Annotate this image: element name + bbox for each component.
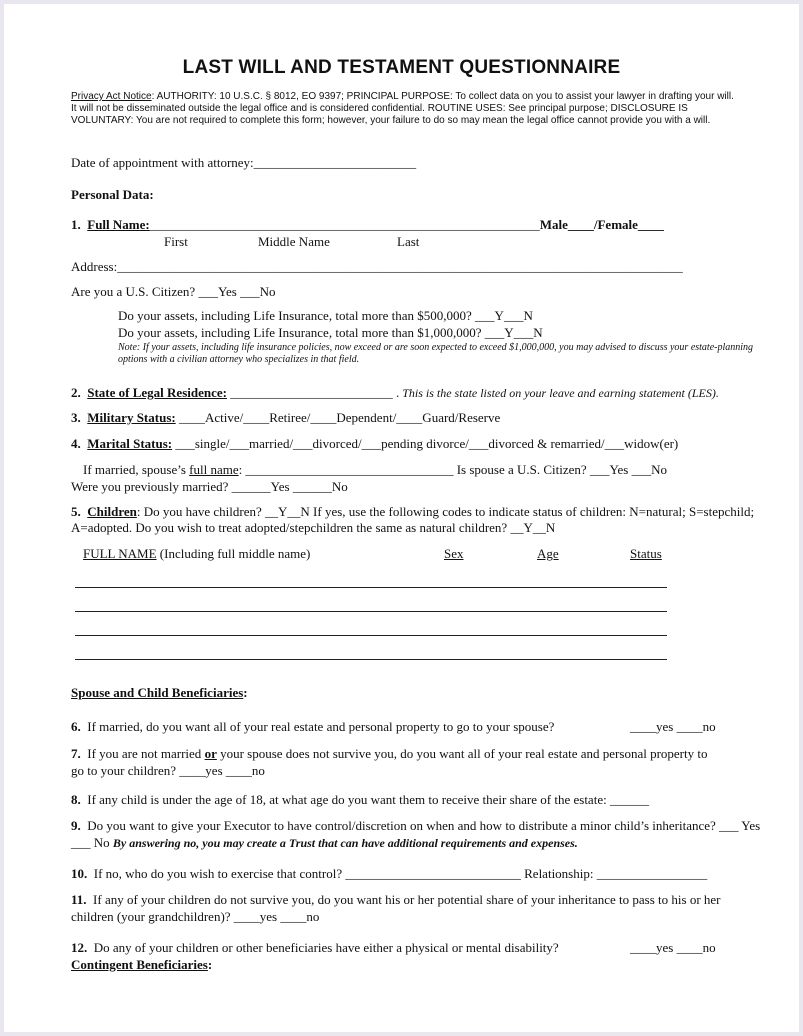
assets-note: Note: If your assets, including life insurance policies, now exceed or are soon expected to exceed $1,000,000, you may advised to discuss your estate-planning options with a civilian attorney who specializes in that field. (118, 342, 754, 365)
privacy-label: Privacy Act Notice (71, 91, 152, 102)
q8-text: If any child is under the age of 18, at what age do you want them to receive their share of the estate: ______ (87, 792, 649, 807)
q10-number: 10. (71, 866, 88, 881)
legal-residence-input[interactable]: _________________________ . (226, 385, 400, 400)
q2-label: State of Legal Residence: (87, 385, 227, 400)
q11[interactable] (71, 891, 751, 925)
gender-field[interactable]: Male____/Female____ (539, 217, 664, 232)
personal-data-heading: Personal Data: (71, 187, 154, 202)
q9[interactable] (71, 817, 771, 852)
q1-full-name (71, 217, 664, 233)
q2-number: 2. (71, 385, 81, 400)
appointment-date-field[interactable]: Date of appointment with attorney:_________________________ (71, 155, 417, 170)
q5-number: 5. (71, 504, 81, 519)
q10-text: If no, who do you wish to exercise that control? ___________________________ Relationship: _________________ (93, 866, 708, 881)
q5-label: Children (87, 504, 137, 519)
q10[interactable] (71, 866, 707, 882)
q9-text: Do you want to give your Executor to have control/discretion on when and how to distribute a minor child’s inheritance? ___ Yes ___ No (71, 818, 761, 850)
q7[interactable] (71, 745, 721, 779)
citizen-question[interactable]: Are you a U.S. Citizen? ___Yes ___No (71, 284, 276, 299)
q3-label: Military Status: (87, 410, 176, 425)
address-field[interactable]: Address:_______________________________________________________________________________________ (71, 259, 683, 274)
q7-post: your spouse does not survive you, do you want all of your real estate and personal property to go to your children? ____yes ____no (71, 746, 708, 778)
contingent-colon: : (207, 957, 213, 972)
full-name-input[interactable]: ____________________________________________________________ (149, 217, 540, 232)
q9-note: By answering no, you may create a Trust that can have additional requirements and expenses. (112, 836, 578, 850)
q6-number: 6. (71, 719, 81, 734)
beneficiaries-heading (71, 685, 248, 701)
q1-label: Full Name: (87, 217, 150, 232)
q4-label: Marital Status: (87, 436, 173, 451)
q7-pre: If you are not married (87, 746, 205, 761)
q2-legal-residence (71, 385, 719, 401)
col-sex: Sex (444, 546, 464, 561)
first-caption: First (164, 234, 188, 249)
assets-500k-question[interactable]: Do your assets, including Life Insurance, total more than $500,000? ___Y___N (118, 308, 533, 323)
col-age: Age (537, 546, 559, 561)
beneficiaries-heading-label: Spouse and Child Beneficiaries (71, 685, 244, 700)
beneficiaries-colon: : (243, 685, 248, 700)
q6-text: If married, do you want all of your real estate and personal property to go to your spouse? (87, 719, 555, 734)
col-status: Status (630, 546, 662, 561)
q3-military-status (71, 410, 500, 426)
q8-number: 8. (71, 792, 81, 807)
military-status-options[interactable]: ____Active/____Retiree/____Dependent/____Guard/Reserve (175, 410, 501, 425)
privacy-notice (71, 91, 741, 127)
q5-children[interactable] (71, 504, 761, 536)
q12-number: 12. (71, 940, 88, 955)
q4-marital-status (71, 436, 678, 452)
child-entry-line[interactable] (75, 611, 667, 612)
q11-text: If any of your children do not survive you, do you want his or her potential share of your inheritance to pass to his or her children (your grandchildren)? ____yes ____no (71, 892, 721, 924)
q6-answer[interactable]: ____yes ____no (630, 719, 716, 734)
spouse-post[interactable]: : ________________________________ Is spouse a U.S. Citizen? ___Yes ___No (238, 462, 668, 477)
last-caption: Last (397, 234, 420, 249)
q1-number: 1. (71, 217, 81, 232)
child-entry-line[interactable] (75, 635, 667, 636)
q12-answer[interactable]: ____yes ____no (630, 940, 716, 955)
col-full-name (83, 546, 310, 562)
q7-or: or (204, 746, 217, 761)
q12 (71, 940, 559, 956)
questionnaire-page (4, 4, 799, 1032)
assets-1m-question[interactable]: Do your assets, including Life Insurance, total more than $1,000,000? ___Y___N (118, 325, 543, 340)
previously-married-question[interactable]: Were you previously married? ______Yes ______No (71, 479, 348, 494)
q12-text: Do any of your children or other beneficiaries have either a physical or mental disability? (93, 940, 559, 955)
q5-text: : Do you have children? __Y__N If yes, use the following codes to indicate status of children: N=natural; S=stepchild; A=adopted. Do you wish to treat adopted/stepchildren the same as natural children? __Y__N (71, 504, 755, 535)
q4-number: 4. (71, 436, 81, 451)
contingent-heading-label: Contingent Beneficiaries (71, 957, 208, 972)
middle-caption: Middle Name (258, 234, 330, 249)
q11-number: 11. (71, 892, 87, 907)
q9-number: 9. (71, 818, 81, 833)
col-full-name-label: FULL NAME (83, 546, 157, 561)
child-entry-line[interactable] (75, 587, 667, 588)
spouse-name-line[interactable] (83, 462, 667, 478)
contingent-heading (71, 957, 212, 973)
q6 (71, 719, 554, 735)
page-title: LAST WILL AND TESTAMENT QUESTIONNAIRE (182, 57, 621, 78)
marital-status-options[interactable]: ___single/___married/___divorced/___pending divorce/___divorced & remarried/___widow(er) (172, 436, 679, 451)
child-entry-line[interactable] (75, 659, 667, 660)
q2-note: This is the state listed on your leave and earning statement (LES). (399, 386, 719, 400)
privacy-text: : AUTHORITY: 10 U.S.C. § 8012, EO 9397; PRINCIPAL PURPOSE: To collect data on you to assist your lawyer in drafting your will. It will not be disseminated outside the legal office and is considered confidential. ROUTINE USES: See principal purpose; DISCLOSURE IS VOLUNTARY: You are not required to complete this form; however, your failure to do so may mean the legal office cannot provide you with a will. (71, 91, 734, 126)
q8[interactable] (71, 792, 649, 808)
spouse-full-name-label: full name (189, 462, 239, 477)
q7-number: 7. (71, 746, 81, 761)
q3-number: 3. (71, 410, 81, 425)
spouse-pre: If married, spouse’s (83, 462, 190, 477)
col-full-name-note: (Including full middle name) (156, 546, 311, 561)
